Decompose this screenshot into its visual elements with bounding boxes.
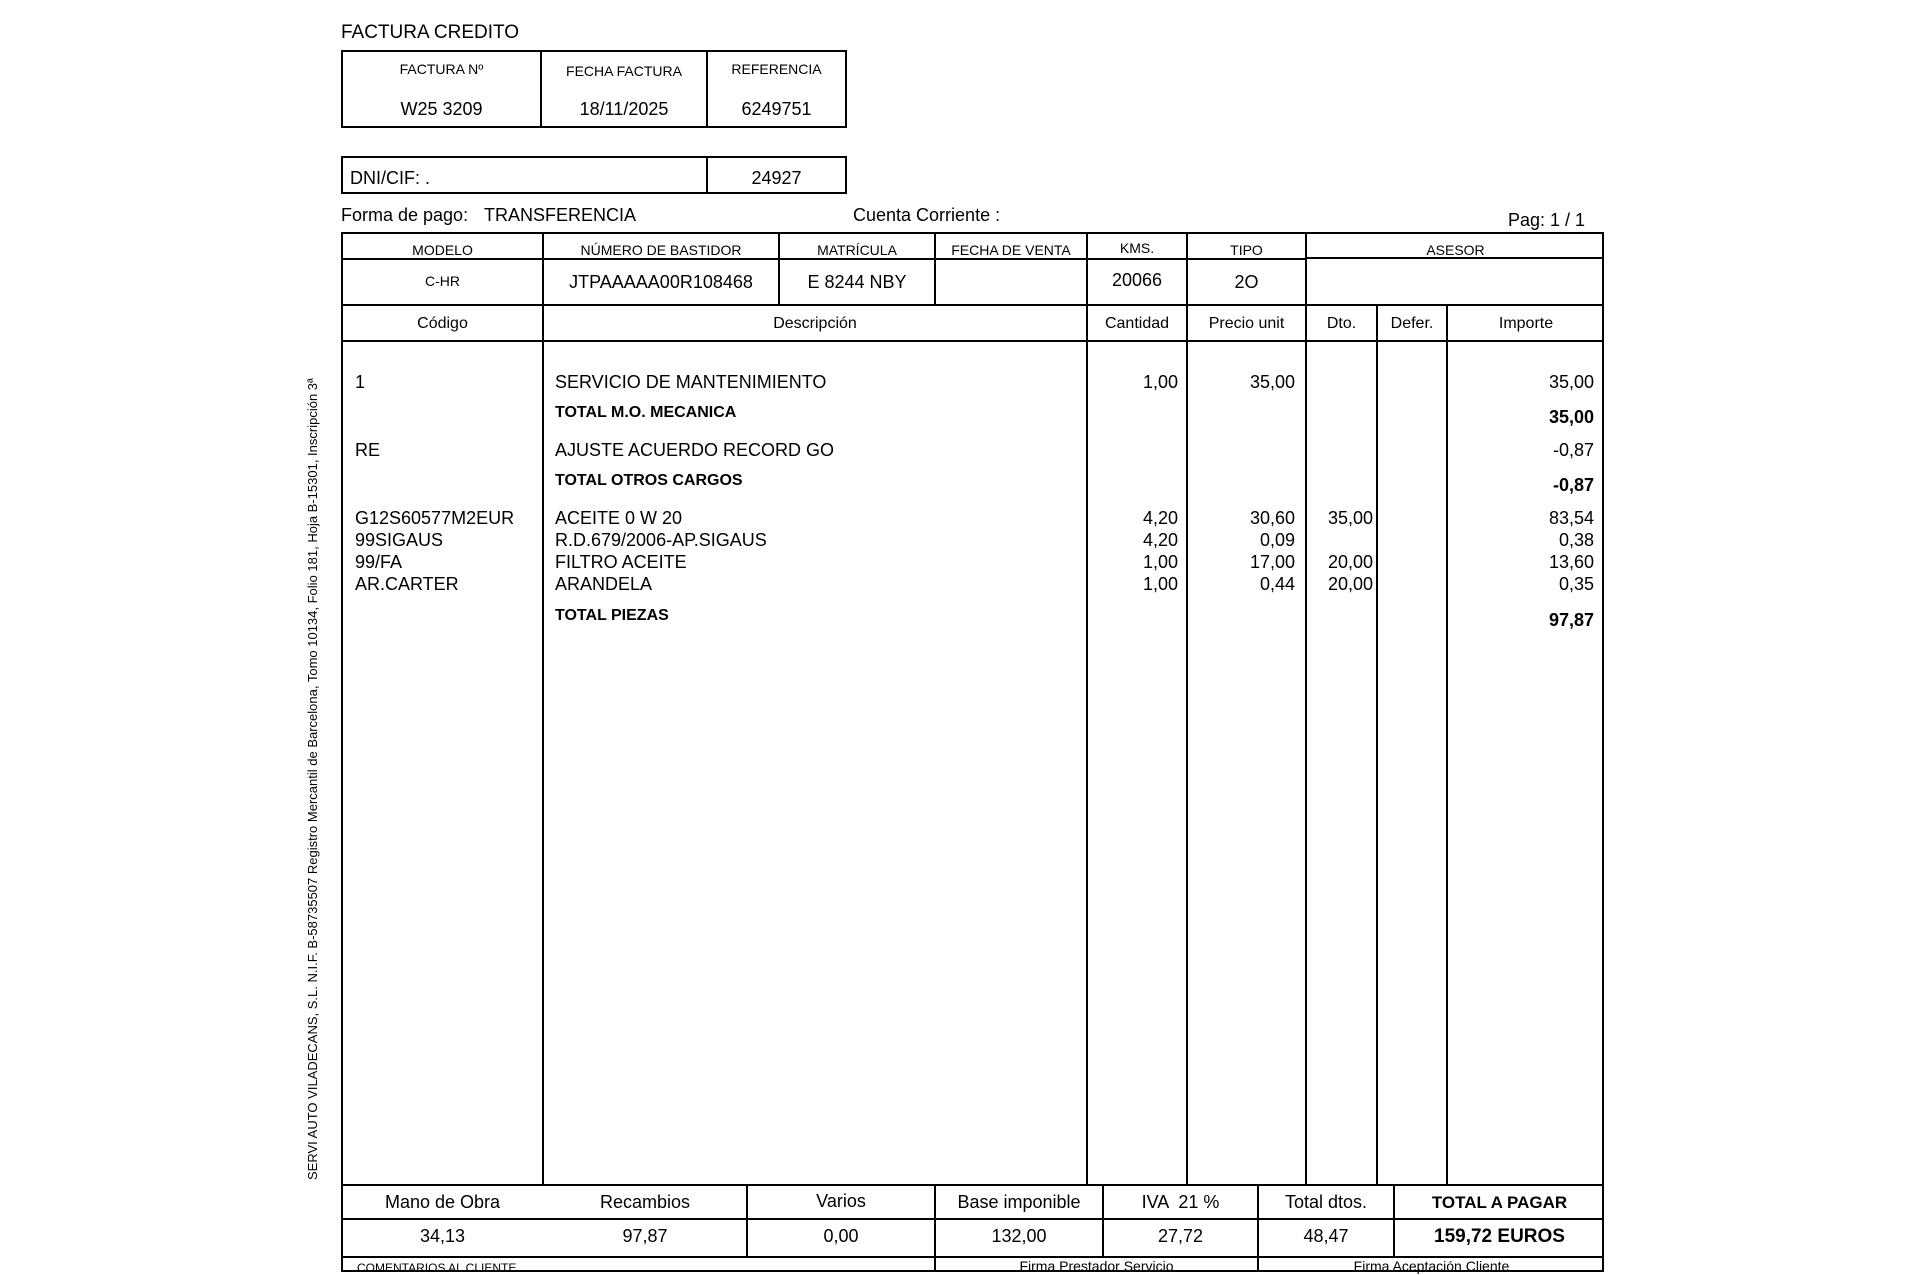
- dni-value: 24927: [751, 168, 802, 188]
- company-registry-text: SERVI AUTO VILADECANS, S.L. N.I.F. B-58735507 Registro Mercantil de Barcelona, Tomo 10134, Folio 181, Hoja B-15301, Inscripción 3ª: [305, 378, 320, 1180]
- total-otros-importe: -0,87: [1552, 475, 1594, 495]
- line-descripcion: FILTRO ACEITE: [555, 552, 687, 572]
- page-indicator: Pag: 1 / 1: [1508, 210, 1586, 230]
- base-imponible-label: Base imponible: [957, 1192, 1081, 1212]
- line-descripcion: ARANDELA: [555, 574, 653, 594]
- recambios-value: 97,87: [622, 1226, 668, 1246]
- col-defer: Defer.: [1390, 315, 1434, 332]
- dni-label: DNI/CIF: .: [350, 168, 430, 188]
- bastidor-value: JTPAAAAA00R108468: [569, 272, 753, 292]
- line-codigo: AR.CARTER: [355, 574, 459, 594]
- kms-label: KMS.: [1119, 240, 1155, 256]
- fecha-factura: 18/11/2025: [579, 99, 669, 119]
- line-precio: 0,44: [1259, 574, 1295, 594]
- fecha-venta-label: FECHA DE VENTA: [951, 242, 1071, 258]
- line-importe: 0,35: [1558, 574, 1594, 594]
- col-importe: Importe: [1498, 315, 1554, 332]
- line-importe: 0,38: [1558, 530, 1594, 550]
- total-piezas-importe: 97,87: [1548, 610, 1594, 630]
- mano-obra-value: 34,13: [419, 1226, 466, 1246]
- tipo-label: TIPO: [1230, 242, 1263, 258]
- total-dtos-label: Total dtos.: [1284, 1192, 1368, 1212]
- referencia-label: REFERENCIA: [731, 61, 822, 77]
- line-precio: 35,00: [1249, 372, 1295, 392]
- col-dto: Dto.: [1326, 315, 1357, 332]
- matricula-value: E 8244 NBY: [807, 272, 907, 292]
- line-cantidad: 4,20: [1142, 508, 1178, 528]
- line-codigo: G12S60577M2EUR: [355, 508, 515, 528]
- cuenta-corriente-label: Cuenta Corriente :: [853, 205, 1001, 225]
- line-codigo: 99SIGAUS: [355, 530, 444, 550]
- varios-value: 0,00: [823, 1226, 859, 1246]
- total-a-pagar-value: 159,72 EUROS: [1434, 1226, 1565, 1247]
- line-precio: 17,00: [1249, 552, 1295, 572]
- factura-number: W25 3209: [400, 99, 483, 119]
- iva-label: IVA 21 %: [1141, 1192, 1220, 1212]
- factura-number-label: FACTURA Nº: [399, 61, 484, 77]
- firma-prestador-label: Firma Prestador Servicio: [1019, 1258, 1174, 1274]
- col-cantidad: Cantidad: [1104, 315, 1170, 332]
- forma-pago-label: Forma de pago:: [341, 205, 469, 225]
- total-a-pagar-label: TOTAL A PAGAR: [1431, 1193, 1568, 1212]
- total-piezas-label: TOTAL PIEZAS: [555, 607, 669, 624]
- line-precio: 30,60: [1249, 508, 1295, 528]
- iva-value: 27,72: [1157, 1226, 1204, 1246]
- line-descripcion: AJUSTE ACUERDO RECORD GO: [555, 440, 835, 460]
- line-dto: 20,00: [1327, 574, 1373, 594]
- line-importe: 13,60: [1548, 552, 1594, 572]
- line-importe: 83,54: [1548, 508, 1594, 528]
- total-otros-label: TOTAL OTROS CARGOS: [555, 472, 743, 489]
- line-descripcion: SERVICIO DE MANTENIMIENTO: [555, 372, 827, 392]
- matricula-label: MATRÍCULA: [817, 242, 897, 258]
- modelo-label: MODELO: [412, 242, 473, 258]
- line-cantidad: 1,00: [1142, 574, 1178, 594]
- line-codigo: 99/FA: [355, 552, 403, 572]
- tipo-value: 2O: [1234, 272, 1259, 292]
- line-cantidad: 1,00: [1142, 372, 1178, 392]
- line-importe: 35,00: [1548, 372, 1594, 392]
- line-cantidad: 4,20: [1142, 530, 1178, 550]
- col-descripcion: Descripción: [773, 315, 857, 332]
- line-codigo: RE: [355, 440, 381, 460]
- line-precio: 0,09: [1259, 530, 1295, 550]
- line-descripcion: ACEITE 0 W 20: [555, 508, 683, 528]
- asesor-label: ASESOR: [1426, 242, 1485, 258]
- referencia: 6249751: [741, 99, 812, 119]
- line-dto: 20,00: [1327, 552, 1373, 572]
- comentarios-label: COMENTARIOS AL CLIENTE: [357, 1261, 517, 1275]
- invoice-title: FACTURA CREDITO: [341, 22, 520, 43]
- line-cantidad: 1,00: [1142, 552, 1178, 572]
- varios-label: Varios: [816, 1191, 866, 1211]
- line-dto: 35,00: [1327, 508, 1373, 528]
- modelo-value: C-HR: [425, 273, 460, 289]
- forma-pago-value: TRANSFERENCIA: [484, 205, 637, 225]
- recambios-label: Recambios: [599, 1192, 691, 1212]
- total-mo-label: TOTAL M.O. MECANICA: [555, 404, 737, 421]
- mano-obra-label: Mano de Obra: [384, 1192, 501, 1212]
- col-codigo: Código: [417, 315, 468, 332]
- total-mo-importe: 35,00: [1548, 407, 1594, 427]
- kms-value: 20066: [1111, 270, 1163, 290]
- total-dtos-value: 48,47: [1303, 1226, 1349, 1246]
- line-importe: -0,87: [1552, 440, 1594, 460]
- firma-cliente-label: Firma Aceptación Cliente: [1353, 1258, 1510, 1274]
- col-precio: Precio unit: [1208, 315, 1285, 332]
- invoice-table: [341, 232, 1604, 1275]
- line-codigo: 1: [355, 372, 366, 392]
- base-imponible-value: 132,00: [991, 1226, 1047, 1246]
- bastidor-label: NÚMERO DE BASTIDOR: [580, 242, 742, 258]
- fecha-factura-label: FECHA FACTURA: [566, 63, 682, 79]
- line-descripcion: R.D.679/2006-AP.SIGAUS: [555, 530, 767, 550]
